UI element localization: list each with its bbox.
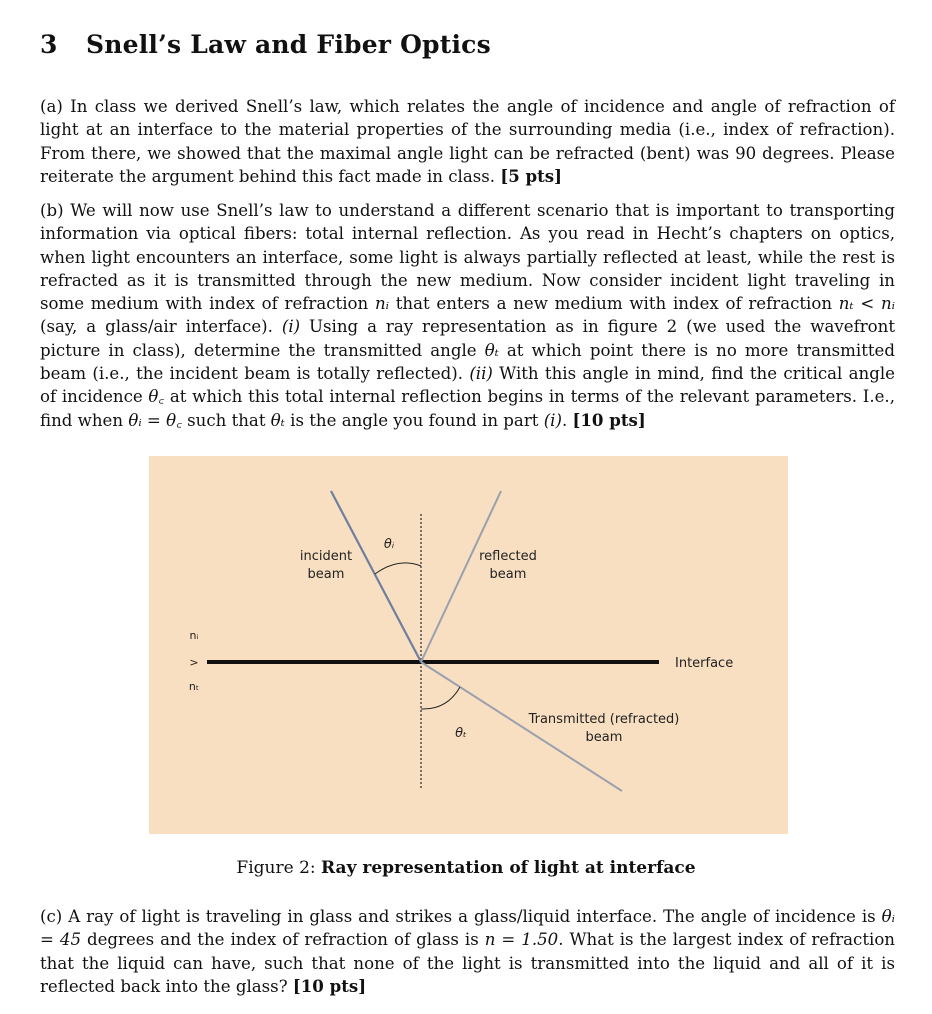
- part-b-text-6: With this angle in mind, find the critical angle of incidence: [40, 364, 895, 407]
- part-c-equation-2: n = 1.50: [484, 930, 559, 950]
- part-b-i-marker: (i): [281, 317, 301, 337]
- part-b-text-4: Using a ray representation as in figure 2 (we used the wavefront picture in class), determine the transmitted angle: [40, 317, 895, 360]
- part-b-text-5: at which point there is no more transmitted beam (i.e., the incident beam is totally reflected).: [40, 340, 895, 384]
- part-c-equation-1: θᵢ = 45: [40, 907, 895, 950]
- section-number: 3: [40, 30, 58, 59]
- section-title: Snell’s Law and Fiber Optics: [86, 30, 491, 59]
- section-heading: [40, 30, 491, 59]
- part-b-ii-marker: (ii): [469, 364, 493, 384]
- part-c-text-3: . What is the largest index of refraction that the liquid can have, such that none of the light is transmitted into the liquid and all of it is reflected back into the glass?: [40, 930, 895, 996]
- part-b-equation: θᵢ = θ꜀: [128, 410, 182, 430]
- figure-background: [149, 456, 788, 834]
- part-b-text-3: (say, a glass/air interface).: [40, 317, 282, 337]
- part-c-text-1: (c) A ray of light is traveling in glass and strikes a glass/liquid interface. The angle of incidence is: [40, 907, 882, 926]
- part-b-i-marker-2: (i): [543, 410, 562, 430]
- n-t-label: nₜ: [188, 680, 200, 693]
- figure-caption: [0, 858, 932, 878]
- caption-prefix: Figure 2:: [236, 858, 322, 878]
- theta-t-label: θₜ: [455, 726, 467, 741]
- part-c-points: [10 pts]: [292, 975, 367, 996]
- reflected-beam-label-1: reflected: [479, 549, 537, 564]
- part-a-points: [5 pts]: [500, 165, 562, 186]
- caption-title: Ray representation of light at interface: [321, 858, 696, 878]
- transmitted-beam-label-2: beam: [585, 730, 623, 745]
- greater-than-symbol: >: [189, 656, 199, 669]
- part-b-paragraph: [40, 199, 895, 432]
- part-b-text-10: .: [561, 410, 573, 430]
- transmitted-beam-label-1: Transmitted (refracted): [528, 712, 680, 727]
- part-b-text-8: such that: [181, 410, 271, 430]
- part-b-text-7: at which this total internal reflection begins in terms of the relevant parameters. I.e., find when: [40, 387, 895, 430]
- incident-beam-label-2: beam: [307, 567, 345, 582]
- part-c-text-2: degrees and the index of refraction of glass is: [81, 930, 485, 950]
- ray-diagram-figure: [149, 456, 788, 834]
- part-b-ni: nᵢ: [374, 294, 389, 314]
- interface-label: Interface: [675, 656, 734, 671]
- part-a-text: (a) In class we derived Snell’s law, which relates the angle of incidence and angle of refraction of light at an interface to the material properties of the surrounding media (i.e., index of refraction). From there, we showed that the maximal angle light can be refracted (bent) was 90 degrees. Please reiterate the argument behind this fact made in class.: [40, 97, 895, 186]
- part-b-theta-t-2: θₜ: [270, 410, 285, 430]
- n-i-label: nᵢ: [189, 629, 199, 642]
- part-b-text-2: that enters a new medium with index of refraction: [388, 294, 839, 314]
- part-a-paragraph: [40, 95, 895, 188]
- part-b-points: [10 pts]: [572, 409, 646, 430]
- theta-i-label: θᵢ: [383, 537, 395, 552]
- part-b-nt-lt-ni: nₜ < nᵢ: [838, 294, 896, 314]
- part-b-text-9: is the angle you found in part: [284, 410, 544, 430]
- reflected-beam-label-2: beam: [489, 567, 527, 582]
- incident-beam-label-1: incident: [299, 549, 353, 564]
- part-b-theta-c: θ꜀: [148, 387, 165, 407]
- part-c-paragraph: [40, 905, 895, 998]
- part-b-theta-t: θₜ: [484, 340, 499, 360]
- part-b-text-1: (b) We will now use Snell’s law to understand a different scenario that is important to transporting information via optical fibers: total internal reflection. As you read in Hecht’s chapters on optics, when light encounters an interface, some light is always partially reflected at least, while the rest is refracted as it is transmitted through the new medium. Now consider incident light traveling in some medium with index of refraction: [40, 201, 895, 314]
